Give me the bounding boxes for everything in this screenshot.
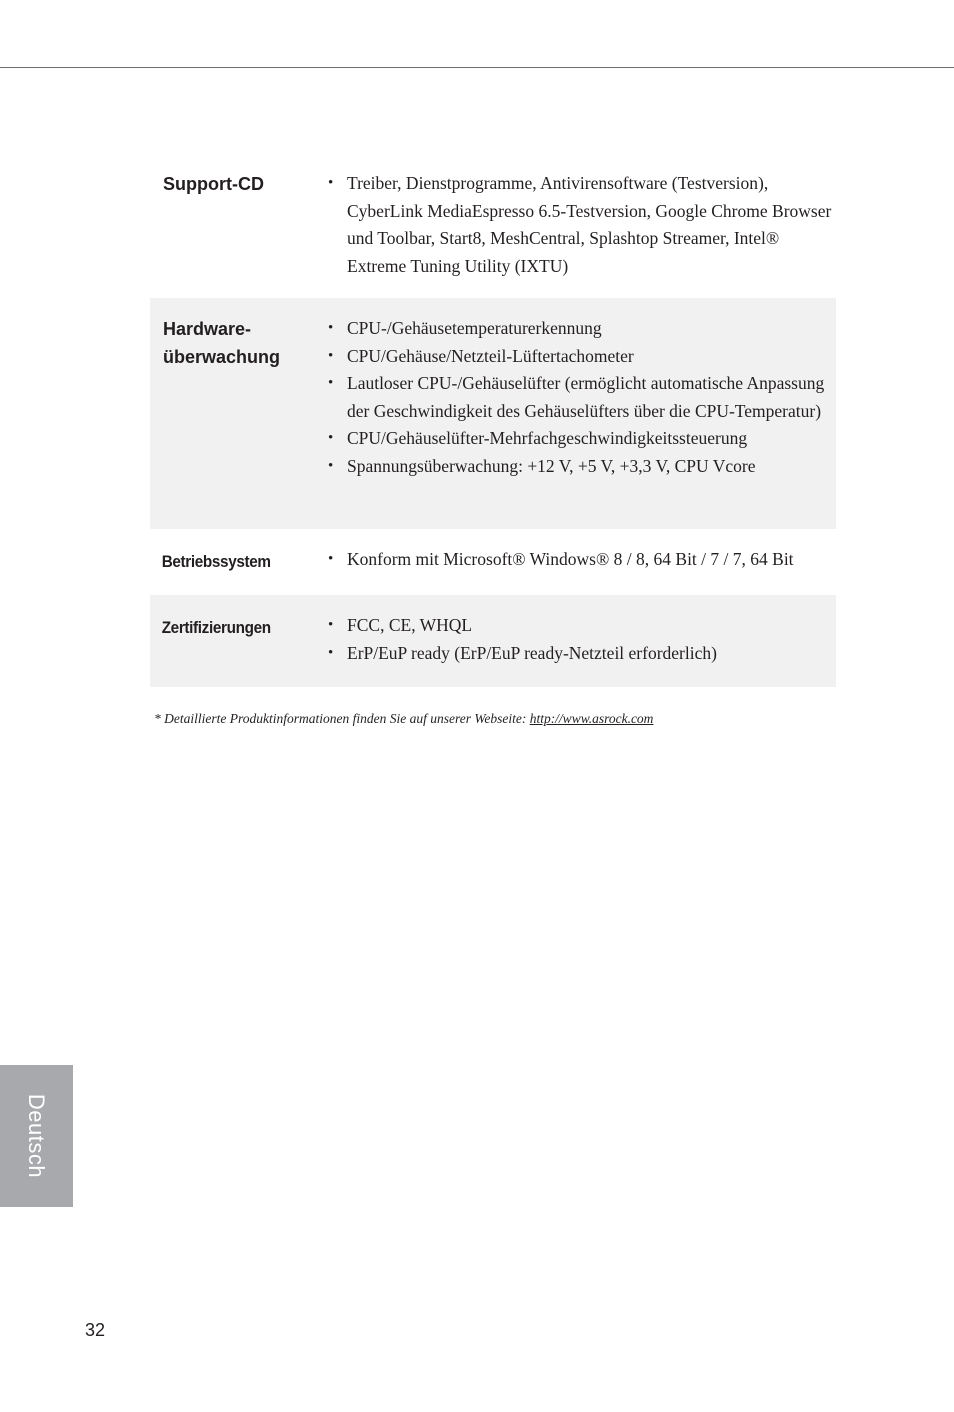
spec-item-text: FCC, CE, WHQL — [347, 615, 473, 635]
spec-item — [328, 425, 836, 453]
spec-row-support-cd — [150, 156, 836, 298]
footnote — [154, 711, 653, 727]
bullet-icon: • — [328, 175, 334, 191]
page-number: 32 — [85, 1320, 106, 1340]
bullet-icon: • — [328, 617, 334, 633]
spec-items — [310, 546, 836, 595]
spec-label: Support-CD — [163, 174, 264, 194]
spec-item — [328, 612, 836, 640]
spec-item-text: CPU-/Gehäusetemperaturerkennung — [347, 318, 602, 338]
spec-item-text: Konform mit Microsoft® Windows® 8 / 8, 64 Bit / 7 / 7, 64 Bit — [347, 549, 794, 569]
header-rule — [0, 67, 954, 68]
spec-label: Hardware-überwachung — [163, 319, 281, 367]
bullet-icon: • — [328, 644, 334, 661]
spec-row-certifications — [150, 595, 836, 687]
spec-item — [328, 370, 836, 425]
spec-item — [328, 640, 836, 668]
spec-item-text: Lautloser CPU-/Gehäuselüfter (ermöglicht automatische Anpassung der Geschwindigkeit des Gehäuselüfters über die CPU-Temperatur) — [347, 373, 825, 421]
language-tab — [0, 1065, 73, 1207]
bullet-icon: • — [328, 320, 334, 336]
bullet-icon: • — [328, 551, 334, 567]
bullet-icon: • — [328, 457, 334, 474]
spec-item — [328, 170, 836, 280]
spec-row-hardware-monitoring — [150, 298, 836, 529]
website-link[interactable]: http://www.asrock.com — [529, 711, 654, 726]
language-tab-label: Deutsch — [24, 1093, 49, 1179]
spec-item — [328, 453, 836, 481]
spec-item-text: ErP/EuP ready (ErP/EuP ready-Netzteil erforderlich) — [347, 642, 717, 663]
spec-table — [150, 156, 836, 687]
bullet-icon: • — [328, 347, 334, 364]
spec-label: Betriebssystem — [161, 552, 271, 571]
spec-item — [328, 546, 836, 574]
spec-item-text: Spannungsüberwachung: +12 V, +5 V, +3,3 V, CPU Vcore — [347, 455, 756, 476]
spec-item-text: CPU/Gehäuselüfter-Mehrfachgeschwindigkeitssteuerung — [347, 428, 748, 449]
bullet-icon: • — [328, 430, 334, 447]
spec-label: Zertifizierungen — [161, 618, 271, 637]
spec-items — [310, 612, 836, 687]
spec-item-text: CPU/Gehäuse/Netzteil-Lüftertachometer — [347, 345, 634, 366]
bullet-icon: • — [328, 375, 334, 392]
spec-item — [328, 343, 836, 371]
footnote-text: * Detaillierte Produktinformationen finden Sie auf unserer Webseite: — [154, 711, 530, 726]
spec-row-operating-system — [150, 529, 836, 595]
spec-item-text: Treiber, Dienstprogramme, Antivirensoftware (Testversion), CyberLink MediaEspresso 6.5-Testversion, Google Chrome Browser und Toolbar, Start8, MeshCentral, Splashtop Streamer, Intel® Extreme Tuning Utility (IXTU) — [347, 173, 832, 276]
spec-items — [310, 315, 836, 529]
spec-items — [310, 170, 836, 298]
spec-item — [328, 315, 836, 343]
